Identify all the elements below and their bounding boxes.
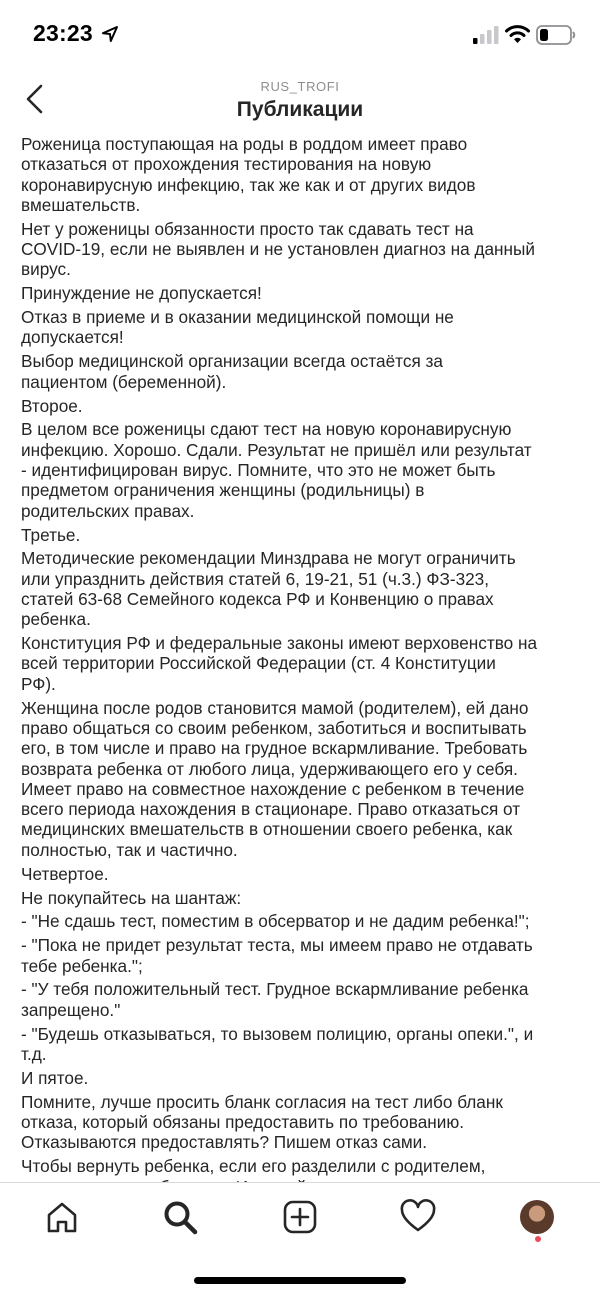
bottom-tab-bar — [0, 1182, 600, 1248]
activity-heart-icon — [400, 1200, 436, 1234]
caption-paragraph: Отказ в приеме и в оказании медицинской помощи не допускается! — [21, 307, 454, 348]
status-time: 23:23 — [33, 20, 93, 46]
caption-paragraph: Помните, лучше просить бланк согласия на тест либо бланк отказа, который обязаны предоставить по требованию. Отказываются предоставлять? Пишем отказ сами. — [21, 1091, 503, 1153]
tab-new-post[interactable] — [280, 1197, 320, 1237]
caption-paragraph: Выбор медицинской организации всегда остаётся за пациентом (беременной). — [21, 351, 443, 392]
location-arrow-icon — [102, 26, 118, 42]
cellular-signal-icon — [473, 25, 499, 44]
caption-paragraph: Второе. — [21, 395, 83, 416]
profile-avatar — [520, 1200, 554, 1234]
account-username: RUS_TROFI — [260, 79, 340, 94]
post-caption — [21, 134, 583, 1182]
caption-paragraph: Третье. — [21, 524, 81, 545]
caption-paragraph: Женщина после родов становится мамой (родителем), ей дано право общаться со своим ребенком, заботиться и воспитывать его, в том числе и право на грудное вскармливание. Требовать возврата ребенка от любого лица, удерживающего его у себя. Имеет право на совместное нахождение с ребенком в течение всего периода нахождения в стационаре. Право отказаться от медицинских вмешательств в отношении своего ребенка, как полностью, так и частично. — [21, 697, 529, 860]
caption-paragraph: И пятое. — [21, 1067, 89, 1088]
caption-paragraph: Нет у роженицы обязанности просто так сдавать тест на COVID-19, если не выявлен и не установлен диагноз на данный вирус. — [21, 218, 535, 280]
caption-paragraph: Четвертое. — [21, 863, 109, 884]
page-title: Публикации — [236, 98, 364, 121]
caption-paragraph: Роженица поступающая на роды в роддом имеет право отказаться от прохождения тестирования на новую коронавирусную инфекцию, так же как и от других видов вмешательств. — [21, 134, 476, 215]
tab-home[interactable] — [42, 1197, 82, 1237]
caption-paragraph: - "Пока не придет результат теста, мы имеем право не отдавать тебе ребенка."; — [21, 935, 533, 976]
caption-paragraph: Не покупайтесь на шантаж: — [21, 887, 242, 908]
home-indicator[interactable] — [194, 1277, 406, 1284]
caption-paragraph: - "Будешь отказываться, то вызовем полицию, органы опеки.", и т.д. — [21, 1023, 534, 1064]
status-bar — [0, 0, 600, 70]
navigation-bar — [0, 70, 600, 132]
tab-search[interactable] — [160, 1197, 200, 1237]
home-icon — [45, 1200, 79, 1234]
notification-dot — [535, 1236, 541, 1242]
caption-paragraph: Принуждение не допускается! — [21, 283, 262, 304]
caption-paragraph: Конституция РФ и федеральные законы имеют верховенство на всей территории Российской Федерации (ст. 4 Конституции РФ). — [21, 633, 538, 694]
new-post-icon — [283, 1200, 317, 1234]
wifi-icon — [505, 24, 530, 44]
caption-paragraph: Чтобы вернуть ребенка, если его разделили с родителем, — [21, 1156, 486, 1177]
tab-activity[interactable] — [398, 1197, 438, 1237]
search-icon — [162, 1199, 198, 1235]
caption-paragraph: Методические рекомендации Минздрава не могут ограничить или упразднить действия статей 6, 19-21, 51 (ч.3.) ФЗ-323, статей 63-68 Семейного кодекса РФ и Конвенцию о правах ребенка. — [21, 548, 516, 630]
caption-paragraph: - "У тебя положительный тест. Грудное вскармливание ребенка запрещено." — [21, 979, 529, 1020]
battery-icon — [536, 24, 576, 46]
caption-paragraph: - "Не сдашь тест, поместим в обсерватор и не дадим ребенка!"; — [21, 911, 530, 932]
tab-profile[interactable] — [517, 1197, 557, 1237]
caption-paragraph: В целом все роженицы сдают тест на новую коронавирусную инфекцию. Хорошо. Сдали. Результат не пришёл или результат - идентифицирован вирус. Помните, что это не может быть предметом ограничения женщины (родильницы) в родительских правах. — [21, 419, 532, 521]
